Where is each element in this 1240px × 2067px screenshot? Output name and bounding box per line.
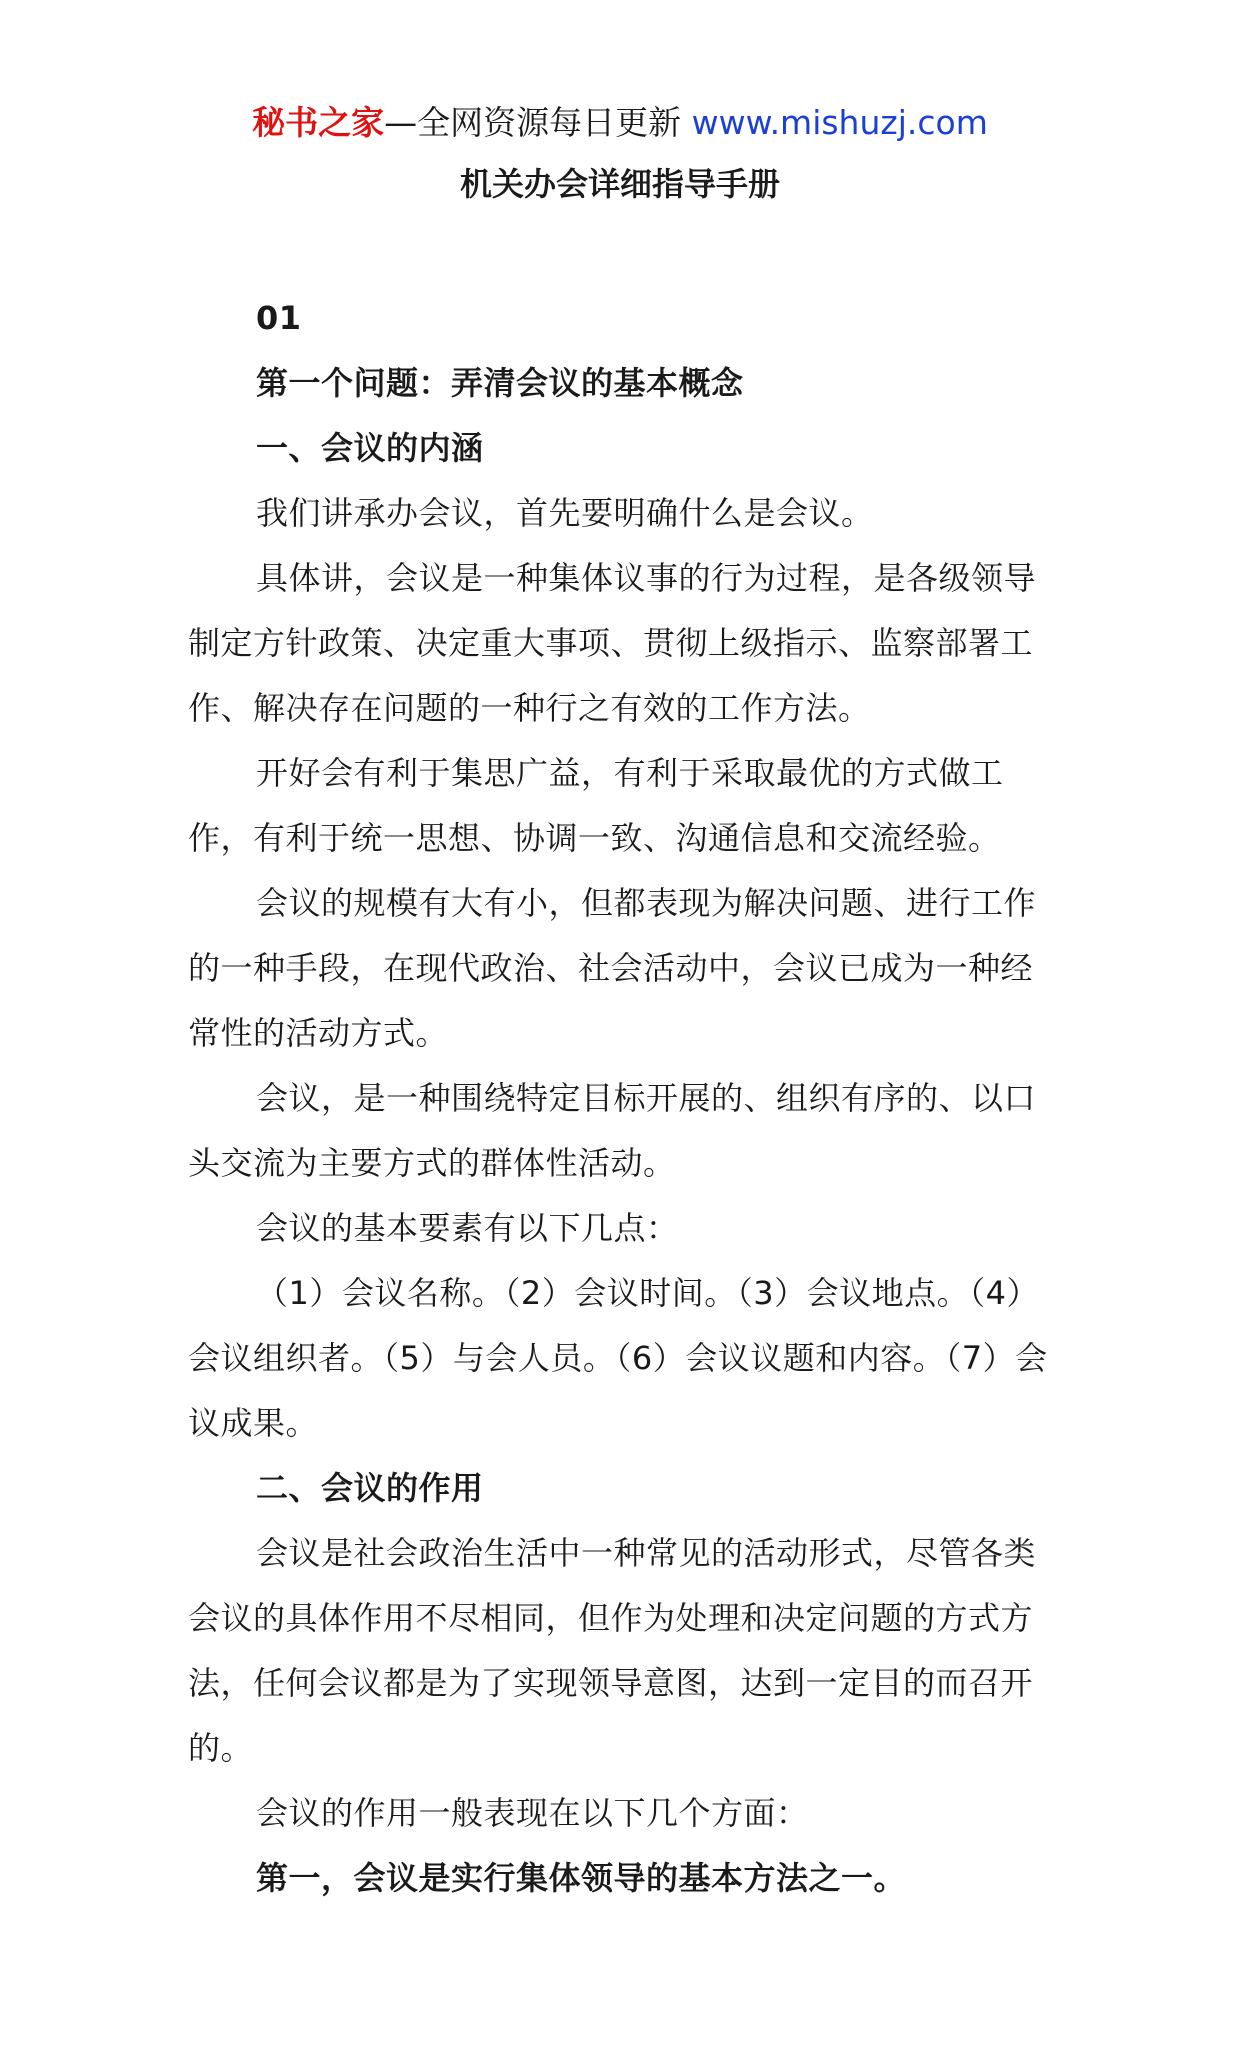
body-paragraph: 会议的基本要素有以下几点： bbox=[256, 1209, 679, 1247]
section-number: 01 bbox=[256, 299, 302, 337]
body-paragraph: 会议，是一种围绕特定目标开展的、组织有序的、以口头交流为主要方式的群体性活动。 bbox=[188, 1079, 1037, 1182]
subsection-heading: 二、会议的作用 bbox=[256, 1469, 484, 1507]
question-heading: 第一个问题：弄清会议的基本概念 bbox=[256, 364, 744, 402]
site-url-link[interactable]: www.mishuzj.com bbox=[691, 103, 988, 142]
body-paragraph: 会议的规模有大有小，但都表现为解决问题、进行工作的一种手段，在现代政治、社会活动中，会议已成为一种经常性的活动方式。 bbox=[188, 884, 1037, 1052]
body-paragraph: 会议是社会政治生活中一种常见的活动形式，尽管各类会议的具体作用不尽相同，但作为处理和决定问题的方式方法，任何会议都是为了实现领导意图，达到一定目的而召开的。 bbox=[188, 1534, 1037, 1767]
body-paragraph: 开好会有利于集思广益，有利于采取最优的方式做工作，有利于统一思想、协调一致、沟通信息和交流经验。 bbox=[188, 754, 1004, 857]
body-paragraph: 会议的作用一般表现在以下几个方面： bbox=[256, 1794, 809, 1832]
point-heading: 第一，会议是实行集体领导的基本方法之一。 bbox=[256, 1859, 907, 1897]
body-paragraph: 我们讲承办会议，首先要明确什么是会议。 bbox=[256, 494, 874, 532]
banner-tagline: —全网资源每日更新 bbox=[384, 103, 692, 142]
body-paragraph: 具体讲，会议是一种集体议事的行为过程，是各级领导制定方针政策、决定重大事项、贯彻上级指示、监察部署工作、解决存在问题的一种行之有效的工作方法。 bbox=[188, 559, 1037, 727]
subsection-heading: 一、会议的内涵 bbox=[256, 429, 484, 467]
site-banner bbox=[0, 101, 1240, 145]
document-body bbox=[188, 286, 1060, 1911]
body-paragraph: （1）会议名称。（2）会议时间。（3）会议地点。（4）会议组织者。（5）与会人员。（6）会议议题和内容。（7）会议成果。 bbox=[188, 1274, 1048, 1442]
brand-name: 秘书之家 bbox=[252, 103, 385, 142]
document-title: 机关办会详细指导手册 bbox=[459, 165, 780, 203]
